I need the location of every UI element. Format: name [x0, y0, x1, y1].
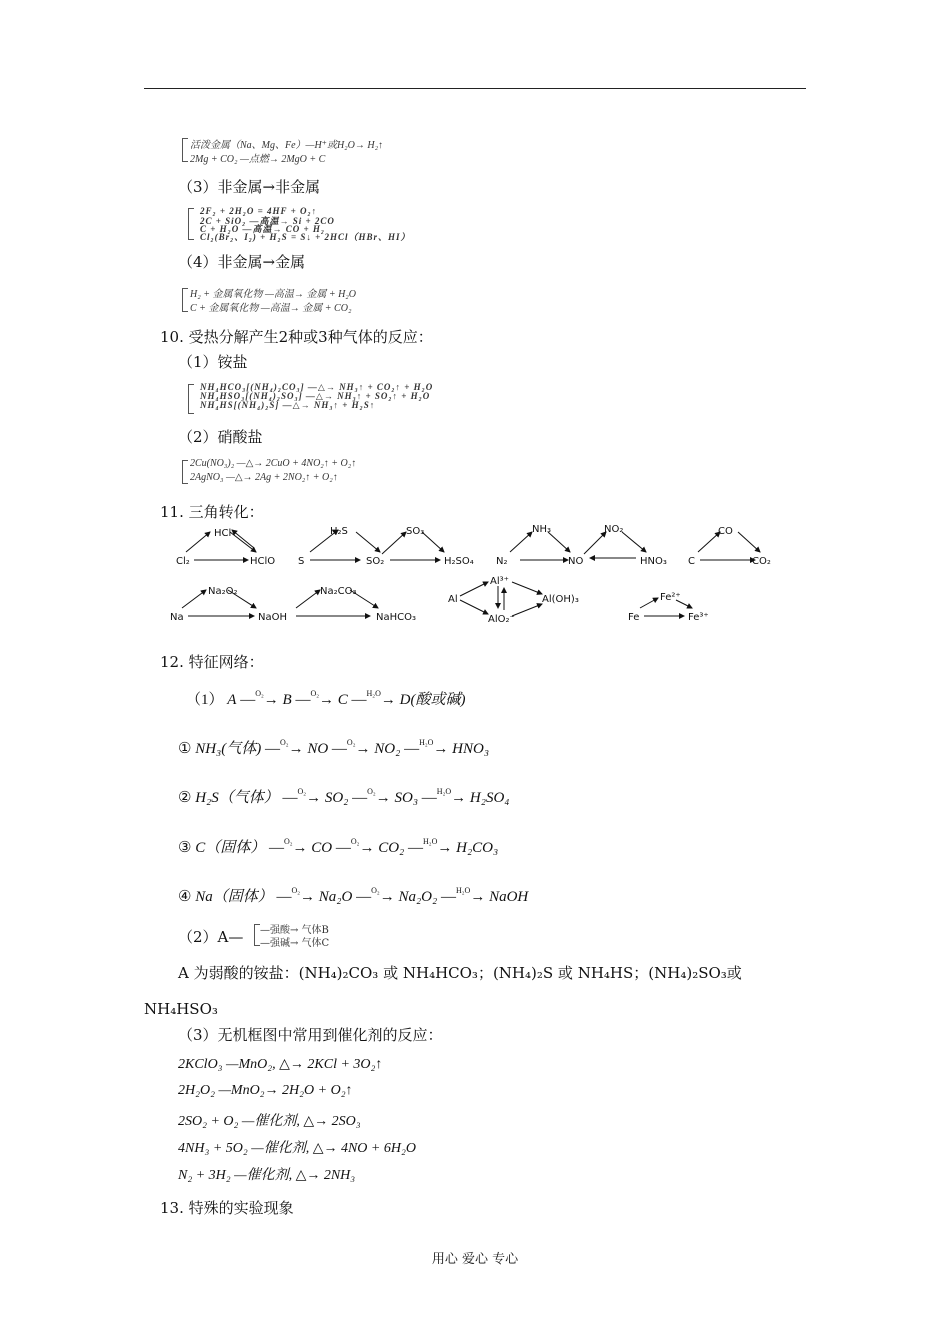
sub4-title: （4）非金属→金属 — [178, 253, 306, 271]
chain-label: ③ — [178, 840, 192, 856]
chain-reagent: H₂O — [419, 738, 434, 747]
chain-reagent: H₂O — [366, 689, 381, 698]
chain-d: D(酸或碱) — [399, 692, 466, 708]
chain-b: Na₂O — [318, 889, 353, 905]
chain-c: NO₂ — [374, 741, 401, 757]
equation-active-metal: 活泼金属（Na、Mg、Fe）—H⁺或H₂O→ H₂↑ — [190, 140, 384, 151]
brace — [188, 384, 194, 414]
chain-na: ④ Na（固体） —$^{O_2}$→ Na₂O —$^{O_2}$→ Na₂O₂ —$^{H_2O}$→ NaOH — [178, 886, 529, 905]
section13-title: 13. 特殊的实验现象 — [160, 1199, 294, 1217]
chain-a: A — [227, 692, 237, 708]
label-aloh3: Al(OH)₃ — [542, 594, 579, 605]
page-footer: 用心 爱心 专心 — [431, 1252, 519, 1267]
chain-reagent: H₂O — [423, 837, 438, 846]
weak-acid-cont: NH₄HSO₃ — [144, 1000, 218, 1018]
equation-h2-oxide: H₂ + 金属氧化物 —高温→ 金属 + H₂O — [190, 289, 357, 300]
chain-reagent: H₂O — [436, 787, 452, 796]
label-h2so4: H₂SO₄ — [444, 556, 474, 567]
equation-cu-nitrate: 2Cu(NO₃)₂ —△→ 2CuO + 4NO₂↑ + O₂↑ — [190, 458, 357, 469]
equation-ammonium-3: NH₄HS[(NH₄)₂S] —△→ NH₃↑ + H₂S↑ — [200, 400, 376, 410]
chain-b: SO₂ — [324, 790, 349, 806]
equation-nonmetal-4: Cl₂(Br₂、I₂) + H₂S = S↓ + 2HCl（HBr、HI） — [200, 232, 411, 242]
chain-label: ① — [178, 741, 192, 757]
label-na2o2: Na₂O₂ — [208, 586, 238, 597]
label-so3: SO₃ — [406, 526, 425, 537]
chain-reagent: O₂ — [297, 787, 307, 796]
chain-reagent: O₂ — [350, 837, 360, 846]
section11-title: 11. 三角转化： — [160, 503, 264, 521]
label-fe: Fe — [628, 612, 640, 623]
chain-d: NaOH — [489, 889, 529, 905]
chain-c: C — [337, 692, 348, 708]
label-fe2: Fe²⁺ — [660, 592, 681, 603]
chain-reagent: O₂ — [255, 689, 264, 698]
chain-b: CO — [311, 840, 333, 856]
branch-strong-base: —强碱→ 气体C — [260, 938, 330, 949]
brace — [188, 208, 194, 240]
chain-d: H₂CO₃ — [456, 840, 499, 856]
chain-start: NH₃(气体) — [195, 741, 262, 757]
label-cl2: Cl₂ — [176, 556, 190, 567]
section12-title: 12. 特征网络： — [160, 653, 264, 671]
chain-reagent: O₂ — [371, 886, 380, 895]
chain-b: B — [282, 692, 292, 708]
weak-acid-text: A 为弱酸的铵盐：(NH₄)₂CO₃ 或 NH₄HCO₃；(NH₄)₂S 或 NH₄HS；(NH₄)₂SO₃或 — [178, 964, 742, 982]
catalyst-eq-1: 2KClO₃ —MnO₂, △→ 2KCl + 3O₂↑ — [178, 1057, 383, 1072]
brace — [182, 460, 188, 484]
chain-start: C（固体） — [195, 840, 266, 856]
chain-c: Na₂O₂ — [398, 889, 438, 905]
label-no: NO — [568, 556, 584, 567]
catalyst-eq-5: N₂ + 3H₂ —催化剂, △→ 2NH₃ — [178, 1168, 356, 1183]
chain-nh3: ① NH₃(气体) —$^{O_2}$→ NO —$^{O_2}$→ NO₂ —$^{H_2O}$→ HNO₃ — [178, 738, 490, 757]
header-rule — [144, 88, 806, 89]
label-fe3: Fe³⁺ — [688, 612, 709, 623]
label-naoh: NaOH — [258, 612, 287, 623]
chain-h2s: ② H₂S（气体） —$^{O_2}$→ SO₂ —$^{O_2}$→ SO₃ —$^{H_2O}$→ H₂SO₄ — [178, 787, 510, 806]
label-co: CO — [718, 526, 733, 537]
equation-ammonium-1: NH₄HCO₃[(NH₄)₂CO₃] —△→ NH₃↑ + CO₂↑ + H₂O — [200, 382, 434, 392]
chain-reagent: O₂ — [346, 738, 356, 747]
label-co2: CO₂ — [752, 556, 771, 567]
chain-d: HNO₃ — [452, 741, 490, 757]
chain-reagent: O₂ — [367, 787, 376, 796]
label-na2co3: Na₂CO₃ — [320, 586, 357, 597]
chain-d: H₂SO₄ — [469, 790, 510, 806]
triangle-diagrams — [170, 520, 810, 630]
chain-reagent: O₂ — [280, 738, 289, 747]
chain-c: ③ C（固体） —$^{O_2}$→ CO —$^{O_2}$→ CO₂ —$^{H_2O}$→ H₂CO₃ — [178, 837, 499, 856]
chain-c: CO₂ — [378, 840, 405, 856]
label-nahco3: NaHCO₃ — [376, 612, 416, 623]
chain-reagent: O₂ — [283, 837, 293, 846]
label-s: S — [298, 556, 305, 567]
label-hclo: HClO — [250, 556, 276, 567]
chain-prefix: （1） — [186, 692, 224, 708]
equation-c-oxide: C + 金属氧化物 —高温→ 金属 + CO₂ — [190, 303, 352, 314]
section10-title: 10. 受热分解产生2种或3种气体的反应： — [160, 328, 433, 346]
label-n2: N₂ — [496, 556, 508, 567]
sub3-catalyst-title: （3）无机框图中常用到催化剂的反应： — [178, 1026, 443, 1044]
chain-reagent: O₂ — [291, 886, 301, 895]
equation-ammonium-2: NH₄HSO₃[(NH₄)₂SO₃] —△→ NH₃↑ + SO₂↑ + H₂O — [200, 391, 431, 401]
sub3-title: （3）非金属→非金属 — [178, 178, 321, 196]
chain-reagent: H₂O — [455, 886, 471, 895]
chain-general: （1） A —$^{O_2}$→ B —$^{O_2}$→ C —$^{H_2O}$→ D(酸或碱) — [186, 689, 466, 708]
brace — [182, 138, 188, 162]
chain-label: ② — [178, 790, 192, 806]
equation-nonmetal-1: 2F₂ + 2H₂O = 4HF + O₂↑ — [200, 206, 318, 216]
catalyst-eq-3: 2SO₂ + O₂ —催化剂, △→ 2SO₃ — [178, 1114, 361, 1129]
label-al: Al — [448, 594, 458, 605]
label-nh3: NH₃ — [532, 524, 552, 535]
label-alo2: AlO₂⁻ — [488, 614, 515, 625]
chain-start: Na（固体） — [195, 889, 273, 905]
label-h2s: H₂S — [330, 526, 348, 537]
label-na: Na — [170, 612, 184, 623]
sub2-prefix: （2）A— — [178, 928, 244, 946]
label-hcl: HCl — [214, 528, 232, 539]
chain-c: SO₃ — [394, 790, 419, 806]
chain-start: H₂S（气体） — [195, 790, 279, 806]
catalyst-eq-2: 2H₂O₂ —MnO₂→ 2H₂O + O₂↑ — [178, 1083, 353, 1098]
chain-b: NO — [307, 741, 329, 757]
label-al3: Al³⁺ — [490, 576, 509, 587]
sub2-title: （2）硝酸盐 — [178, 428, 263, 446]
equation-nonmetal-2: 2C + SiO₂ —高温→ Si + 2CO — [200, 216, 335, 226]
equation-nonmetal-3: C + H₂O —高温→ CO + H₂ — [200, 224, 326, 234]
equation-mg-co2: 2Mg + CO₂ —点燃→ 2MgO + C — [190, 154, 326, 165]
equation-ag-nitrate: 2AgNO₃ —△→ 2Ag + 2NO₂↑ + O₂↑ — [190, 472, 338, 483]
catalyst-eq-4: 4NH₃ + 5O₂ —催化剂, △→ 4NO + 6H₂O — [178, 1141, 416, 1156]
chain-reagent: O₂ — [310, 689, 320, 698]
brace — [182, 288, 188, 312]
sub1-title: （1）铵盐 — [178, 353, 248, 371]
branch-strong-acid: —强酸→ 气体B — [260, 925, 329, 936]
label-no2: NO₂ — [604, 524, 624, 535]
label-c: C — [688, 556, 695, 567]
chain-label: ④ — [178, 889, 192, 905]
label-hno3: HNO₃ — [640, 556, 667, 567]
label-so2: SO₂ — [366, 556, 385, 567]
